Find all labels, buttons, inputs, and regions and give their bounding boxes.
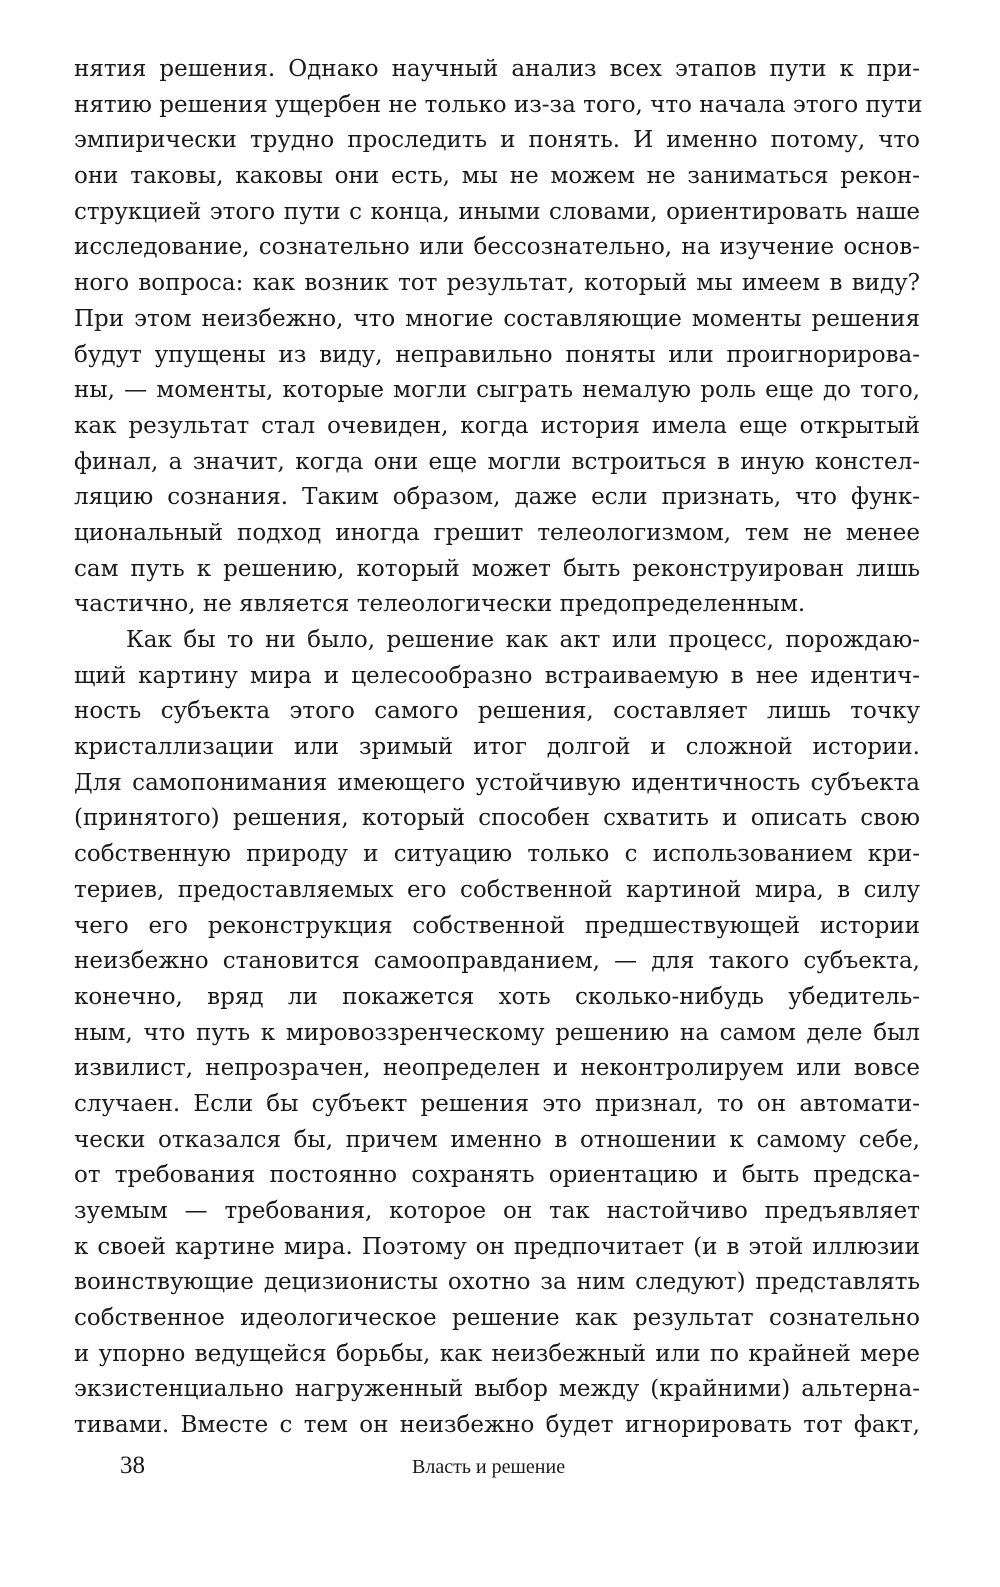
text-line: нятия решения. Однако научный анализ всех этапов пути к при- [74, 56, 920, 82]
text-line: конечно, вряд ли покажется хоть сколько-нибудь убедитель- [74, 983, 920, 1010]
text-line: собственное идеологическое решение как результат сознательно [74, 1305, 920, 1332]
text-line: При этом неизбежно, что многие составляющие моменты решения [74, 305, 920, 332]
text-line: к своей картине мира. Поэтому он предпочитает (и в этой иллюзии [74, 1233, 920, 1260]
text-line: ного вопроса: как возник тот результат, который мы имеем в виду? [74, 270, 920, 297]
text-line: зуемым — требования, которое он так настойчиво предъявляет [74, 1198, 920, 1224]
text-line: сам путь к решению, который может быть реконструирован лишь [74, 555, 920, 582]
text-line: кристаллизации или зримый итог долгой и сложной истории. [74, 734, 920, 761]
text-line: ляцию сознания. Таким образом, даже если признать, что функ- [74, 484, 920, 511]
text-line: циональный подход иногда грешит телеологизмом, тем не менее [74, 519, 920, 546]
text-line: тивами. Вместе с тем он неизбежно будет игнорировать тот факт, [74, 1412, 920, 1439]
text-line: ны, — моменты, которые могли сыграть немалую роль еще до того, [74, 377, 920, 404]
text-line: извилист, непрозрачен, неопределен и неконтролируем или вовсе [74, 1055, 920, 1082]
text-line: они таковы, каковы они есть, мы не можем не заниматься рекон- [74, 163, 920, 190]
text-line: териев, предоставляемых его собственной картиной мира, в силу [74, 876, 920, 903]
text-line: нятию решения ущербен не только из-за того, что начала этого пути [74, 91, 923, 118]
text-line: Как бы то ни было, решение как акт или процесс, порождаю- [126, 627, 920, 653]
text-line: неизбежно становится самооправданием, — для такого субъекта, [74, 948, 920, 975]
text-line: частично, не является телеологически предопределенным. [74, 591, 806, 618]
text-line: случаен. Если бы субъект решения это признал, то он автомати- [74, 1090, 920, 1117]
text-line: будут упущены из виду, неправильно поняты или проигнорирова- [74, 341, 920, 368]
text-line: воинствующие децизионисты охотно за ним следуют) представлять [74, 1269, 920, 1296]
text-line: чески отказался бы, причем именно в отношении к самому себе, [74, 1126, 920, 1153]
page-footer [0, 1452, 1000, 1492]
text-line: от требования постоянно сохранять ориентацию и быть предска- [74, 1162, 920, 1189]
text-line: (принятого) решения, который способен схватить и описать свою [74, 805, 920, 832]
text-line: как результат стал очевиден, когда история имела еще открытый [74, 412, 920, 439]
text-line: Для самопонимания имеющего устойчивую идентичность субъекта [74, 769, 920, 796]
paragraph-2 [74, 623, 920, 1444]
text-line: экзистенциально нагруженный выбор между (крайними) альтерна- [74, 1376, 920, 1403]
page-body [74, 52, 923, 1444]
text-line: щий картину мира и целесообразно встраиваемую в нее идентич- [74, 662, 920, 689]
running-title: Власть и решение [412, 1456, 566, 1478]
text-line: собственную природу и ситуацию только с использованием кри- [74, 841, 920, 868]
text-line: чего его реконструкция собственной предшествующей истории [74, 912, 920, 939]
text-line: финал, а значит, когда они еще могли встроиться в иную констел- [74, 448, 920, 475]
text-line: ность субъекта этого самого решения, составляет лишь точку [74, 698, 920, 725]
text-line: ным, что путь к мировоззренческому решению на самом деле был [74, 1019, 920, 1046]
text-line: исследование, сознательно или бессознательно, на изучение основ- [74, 234, 920, 261]
page-number: 38 [120, 1452, 145, 1479]
text-line: струкцией этого пути с конца, иными словами, ориентировать наше [74, 198, 920, 225]
text-line: эмпирически трудно проследить и понять. И именно потому, что [74, 127, 920, 154]
paragraph-1 [74, 52, 923, 623]
text-line: и упорно ведущейся борьбы, как неизбежный или по крайней мере [74, 1340, 920, 1367]
